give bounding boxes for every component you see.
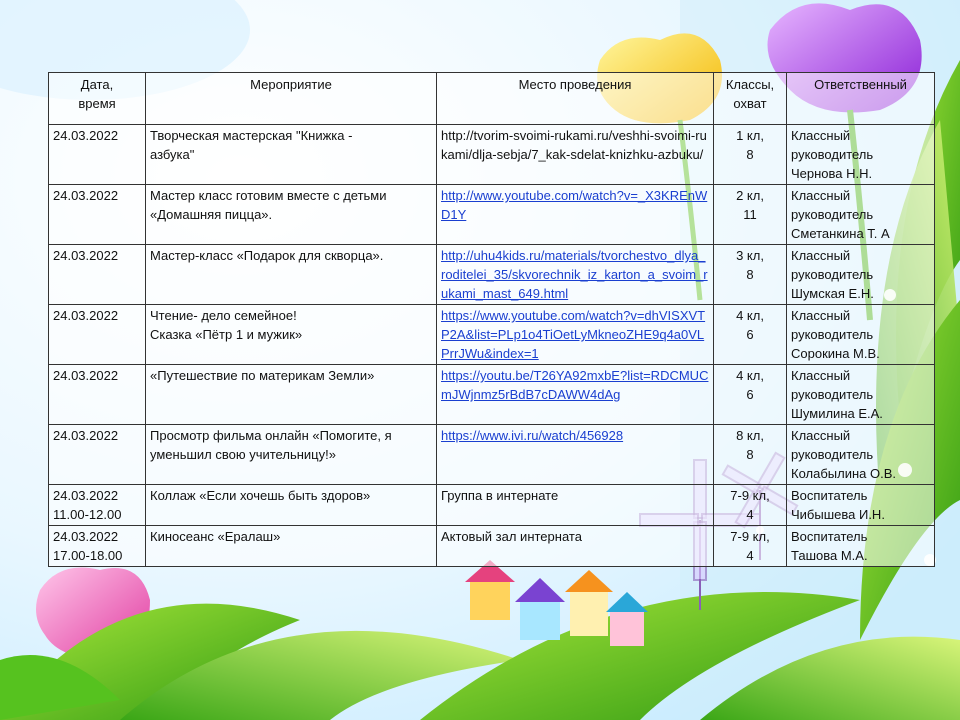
cell-responsible [787,425,935,485]
cell-responsible [787,185,935,245]
cell-responsible [787,485,935,526]
cell-responsible [787,526,935,567]
cell-date-text: 24.03.2022 17.00-18.00 [53,529,123,563]
cell-classes [714,125,787,185]
cell-place-link[interactable] [437,185,714,245]
cell-responsible-text: Классный руководитель Сметанкина Т. А [791,188,890,241]
cell-event-text: Мастер класс готовим вместе с детьми «Домашняя пицца». [150,188,387,222]
cell-place [437,485,714,526]
cell-event-text: Чтение- дело семейное! Сказка «Пётр 1 и мужик» [150,308,303,342]
table-header-row [49,73,935,125]
cell-date [49,245,146,305]
cell-date-text: 24.03.2022 [53,188,119,203]
cell-responsible-text: Классный руководитель Чернова Н.Н. [791,128,874,181]
cell-event [146,485,437,526]
table-row [49,185,935,245]
cell-responsible-text: Классный руководитель Сорокина М.В. [791,308,880,361]
table-row [49,245,935,305]
cell-classes [714,365,787,425]
cell-responsible [787,125,935,185]
cell-date-text: 24.03.2022 [53,128,119,143]
cell-date [49,425,146,485]
cell-place [437,526,714,567]
cell-event [146,526,437,567]
cell-responsible-text: Воспитатель Чибышева И.Н. [791,488,885,522]
cell-place-text: Группа в интернате [441,488,559,503]
cell-date [49,365,146,425]
cell-place-link-text[interactable]: http://www.youtube.com/watch?v=_X3KREnWD1Y [441,188,708,222]
cell-date-text: 24.03.2022 [53,428,119,443]
cell-responsible-text: Классный руководитель Шумилина Е.А. [791,368,883,421]
cell-place-link-text[interactable]: https://youtu.be/T26YA92mxbE?list=RDCMUCmJWjnmz5rBdB7cDAWW4dAg [441,368,709,402]
cell-responsible-text: Классный руководитель Шумская Е.Н. [791,248,874,301]
cell-event-text: Творческая мастерская "Книжка - азбука" [150,128,353,162]
cell-event [146,125,437,185]
cell-classes [714,485,787,526]
cell-event [146,425,437,485]
cell-responsible [787,365,935,425]
cell-classes [714,185,787,245]
header-classes: Классы, охват [714,73,787,125]
cell-classes-text: 7-9 кл, 4 [730,488,770,522]
cell-event-text: «Путешествие по материкам Земли» [150,368,375,383]
cell-date-text: 24.03.2022 11.00-12.00 [53,488,122,522]
header-place: Место проведения [437,73,714,125]
header-responsible: Ответственный [787,73,935,125]
cell-classes [714,425,787,485]
cell-place-link-text[interactable]: https://www.ivi.ru/watch/456928 [441,428,624,443]
cell-event [146,305,437,365]
header-date: Дата, время [49,73,146,125]
cell-classes-text: 1 кл, 8 [736,128,764,162]
cell-classes-text: 4 кл, 6 [736,368,764,402]
schedule-table [48,72,935,567]
cell-place-link[interactable] [437,425,714,485]
table-row [49,485,935,526]
cell-responsible-text: Воспитатель Ташова М.А. [791,529,868,563]
cell-classes-text: 7-9 кл, 4 [730,529,770,563]
schedule-table-container [48,72,934,567]
cell-date-text: 24.03.2022 [53,248,119,263]
cell-event [146,185,437,245]
cell-date-text: 24.03.2022 [53,368,119,383]
cell-date [49,125,146,185]
cell-classes-text: 2 кл, 11 [736,188,764,222]
cell-classes-text: 3 кл, 8 [736,248,764,282]
cell-classes [714,526,787,567]
cell-event-text: Просмотр фильма онлайн «Помогите, я уменьшил свою учительницу!» [150,428,392,462]
cell-event [146,245,437,305]
table-row [49,365,935,425]
cell-event-text: Мастер-класс «Подарок для скворца». [150,248,384,263]
cell-classes [714,245,787,305]
cell-place-link-text[interactable]: https://www.youtube.com/watch?v=dhVISXVTP2A&list=PLp1o4TiOetLyMkneoZHE9q4a0VLPrrJWu&index=1 [441,308,706,361]
cell-date [49,485,146,526]
header-event: Мероприятие [146,73,437,125]
table-row [49,125,935,185]
cell-date [49,305,146,365]
cell-date [49,185,146,245]
cell-responsible [787,305,935,365]
cell-date-text: 24.03.2022 [53,308,119,323]
cell-event-text: Коллаж «Если хочешь быть здоров» [150,488,371,503]
cell-classes [714,305,787,365]
table-row [49,305,935,365]
cell-place-link[interactable] [437,365,714,425]
table-row [49,425,935,485]
cell-place-text: http://tvorim-svoimi-rukami.ru/veshhi-svoimi-rukami/dlja-sebja/7_kak-sdelat-knizhku-azbuku/ [441,128,707,162]
cell-place [437,125,714,185]
cell-classes-text: 4 кл, 6 [736,308,764,342]
cell-classes-text: 8 кл, 8 [736,428,764,462]
table-row [49,526,935,567]
cell-place-link[interactable] [437,245,714,305]
cell-event [146,365,437,425]
cell-responsible [787,245,935,305]
cell-place-text: Актовый зал интерната [441,529,582,544]
cell-date [49,526,146,567]
cell-place-link-text[interactable]: http://uhu4kids.ru/materials/tvorchestvo_dlya_roditelei_35/skvorechnik_iz_karton_a_svoim_rukami_mast_649.html [441,248,708,301]
cell-responsible-text: Классный руководитель Колабылина О.В. [791,428,896,481]
cell-event-text: Киносеанс «Ералаш» [150,529,281,544]
cell-place-link[interactable] [437,305,714,365]
